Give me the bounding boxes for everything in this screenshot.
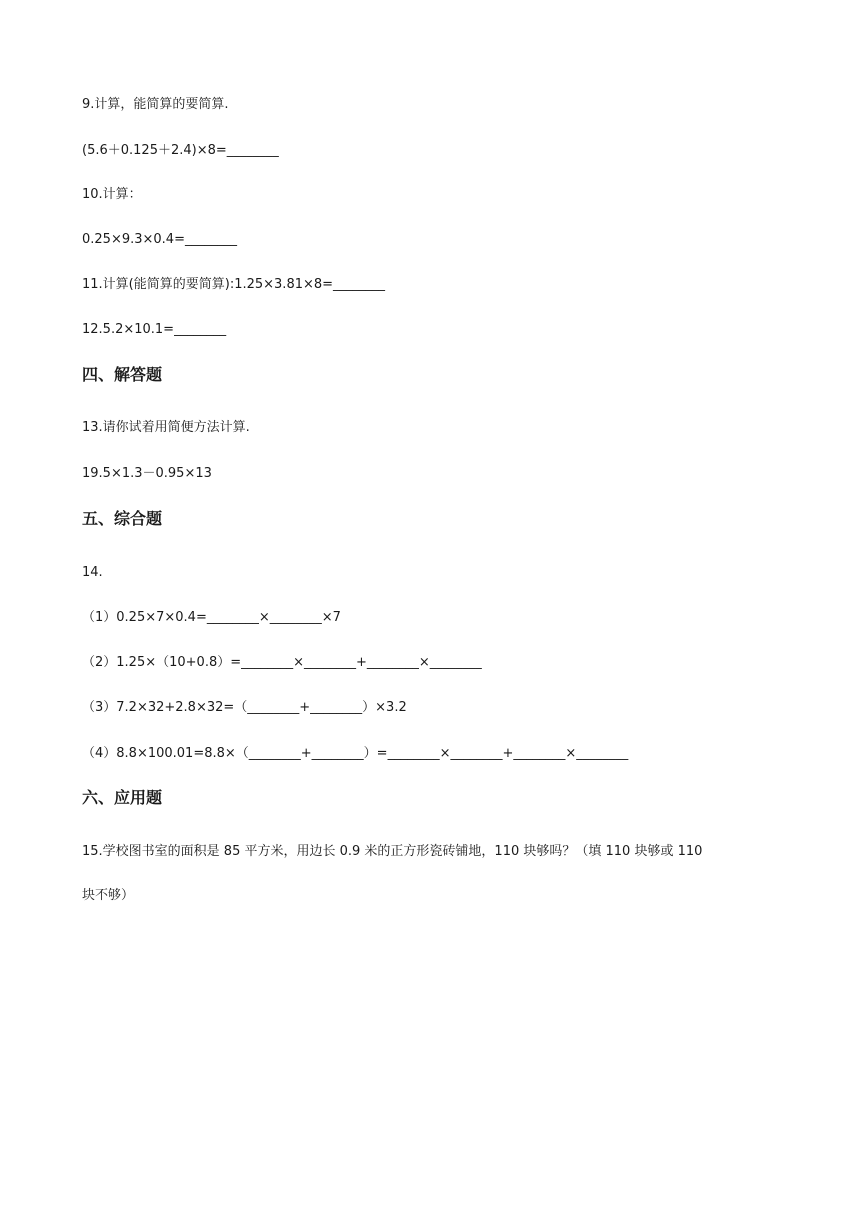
question-12: 12.5.2×10.1=________	[82, 322, 227, 337]
question-11: 11.计算(能简算的要简算):1.25×3.81×8=________	[82, 277, 386, 292]
question-14-part-3: （3）7.2×32+2.8×32=（________+________）×3.2	[82, 700, 407, 715]
question-14-part-1: （1）0.25×7×0.4=________×________×7	[82, 610, 341, 625]
question-14-part-2: （2）1.25×（10+0.8）=________×________+________×________	[82, 655, 482, 670]
question-9: 9.计算，能简算的要简算.	[82, 97, 229, 112]
question-15-line-2: 块不够）	[82, 888, 135, 903]
section-6-heading: 六、应用题	[82, 788, 163, 807]
section-5-heading: 五、综合题	[82, 509, 163, 528]
question-14-part-4: （4）8.8×100.01=8.8×（________+________）=________×________+________×________	[82, 746, 629, 761]
question-10-expression: 0.25×9.3×0.4=________	[82, 232, 237, 247]
question-14: 14.	[82, 565, 103, 580]
question-13: 13.请你试着用简便方法计算.	[82, 420, 250, 435]
question-10: 10.计算：	[82, 187, 142, 202]
question-13-expression: 19.5×1.3－0.95×13	[82, 466, 212, 481]
question-15-line-1: 15.学校图书室的面积是 85 平方米，用边长 0.9 米的正方形瓷砖铺地，110 块够吗？（填 110 块够或 110	[82, 844, 703, 859]
question-9-expression: (5.6＋0.125＋2.4)×8=________	[82, 143, 279, 158]
section-4-heading: 四、解答题	[82, 365, 163, 384]
